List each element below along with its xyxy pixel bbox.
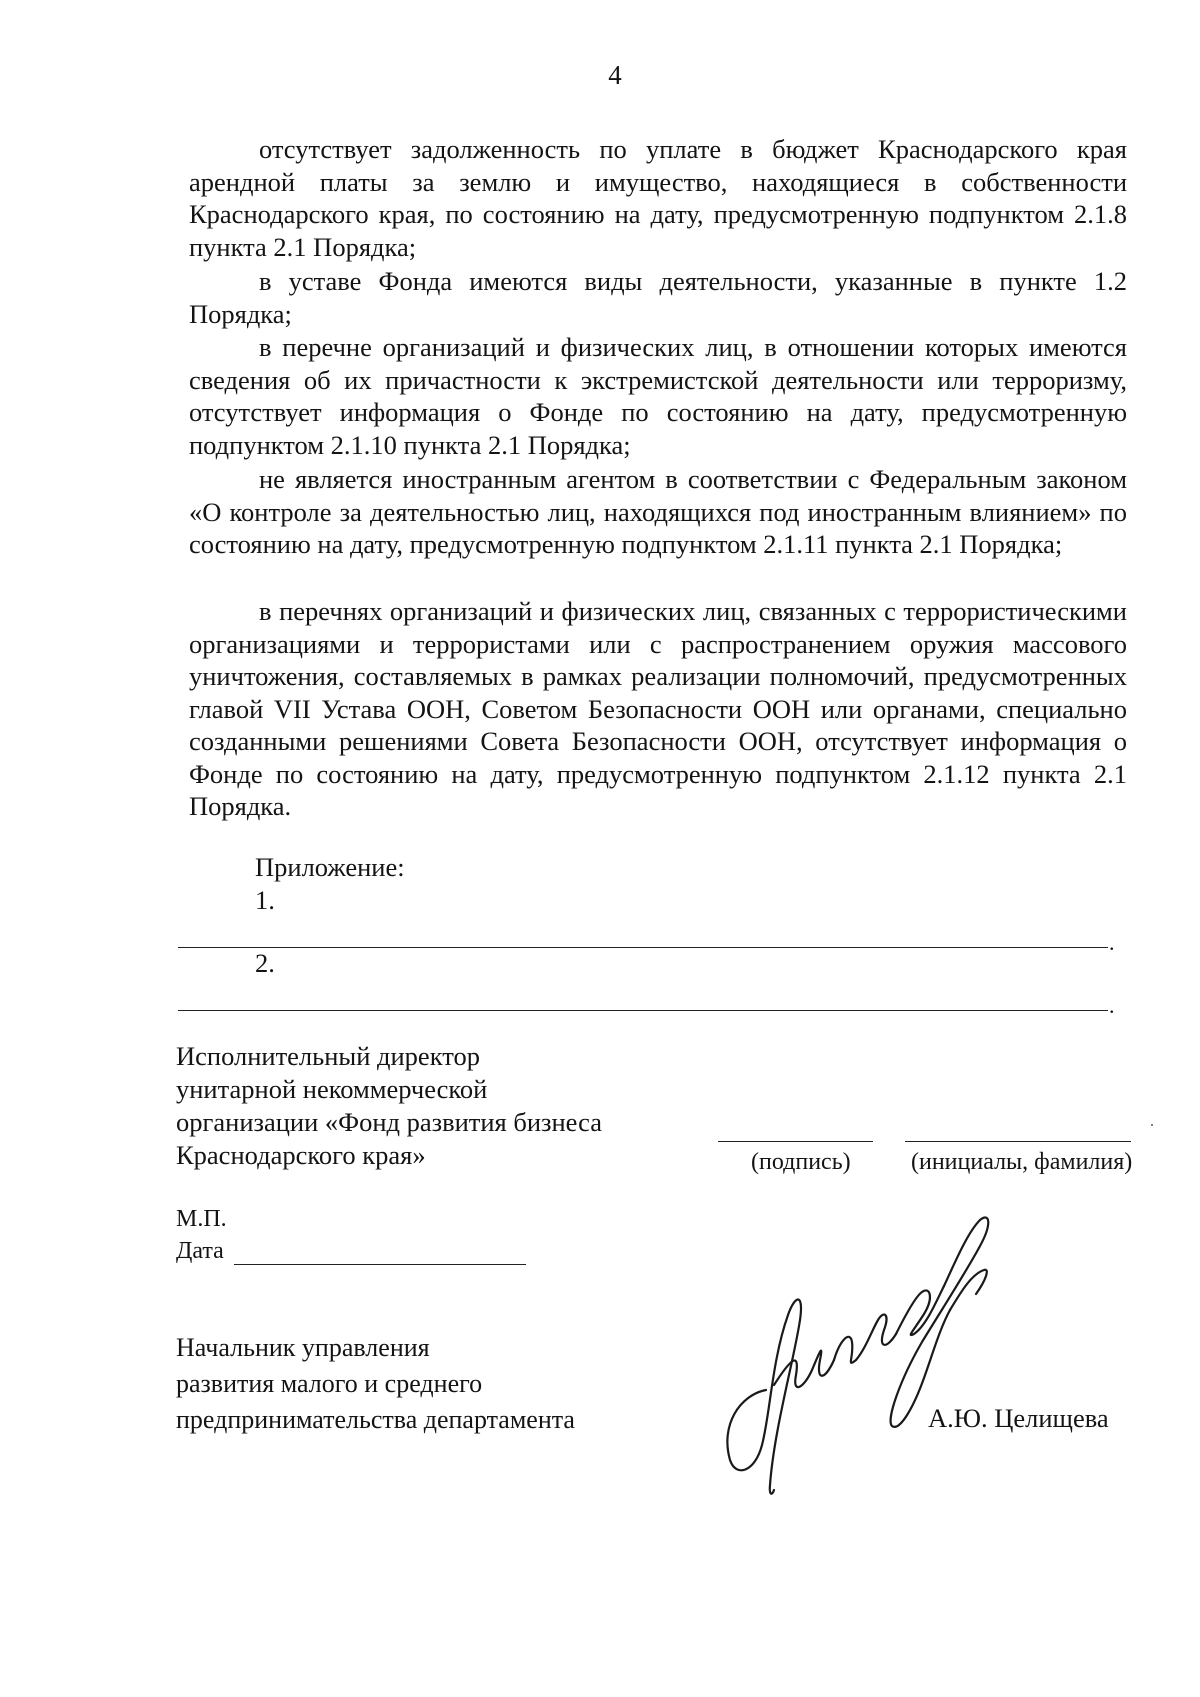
signer-name: А.Ю. Целищева bbox=[928, 1403, 1109, 1433]
paragraph-extremism-list: в перечне организаций и физических лиц, в отношении которых имеются сведения об их причастности к экстремистской деятельности или терроризму, отсутствует информация о Фонде по состоянию на дату, предусмотренную подпунктом 2.1.10 пункта 2.1 Порядка; bbox=[189, 332, 1127, 460]
head-title-line-3: предпринимательства департамента bbox=[176, 1405, 575, 1434]
paragraph-foreign-agent: не является иностранным агентом в соответствии с Федеральным законом «О контроле за деятельностью лиц, находящихся под иностранным влиянием» по состоянию на дату, предусмотренную подпунктом 2.1.11 пункта 2.1 Порядка; bbox=[189, 464, 1127, 559]
appendix-item-2-dot: . bbox=[1109, 993, 1115, 1018]
appendix-item-2-line bbox=[178, 1010, 1108, 1011]
director-signature-line bbox=[718, 1141, 873, 1142]
appendix-item-1-dot: . bbox=[1109, 930, 1115, 955]
handwritten-signature bbox=[700, 1210, 1080, 1500]
paragraph-un-lists: в перечнях организаций и физических лиц, связанных с террористическими организациями и террористами или с распространением оружия массового уничтожения, составляемых в рамках реализации полномочий, предусмотренных главой VII Устава ООН, Советом Безопасности ООН или органами, специально созданными решениями Совета Безопасности ООН, отсутствует информация о Фонде по состоянию на дату, предусмотренную подпунктом 2.1.12 пункта 2.1 Порядка. bbox=[189, 596, 1127, 821]
head-of-department-title bbox=[176, 1330, 575, 1438]
signature-caption: (подпись) bbox=[751, 1149, 851, 1175]
appendix-item-1-number: 1. bbox=[255, 885, 275, 915]
director-name-line bbox=[905, 1141, 1131, 1142]
page-number: 4 bbox=[608, 60, 622, 90]
director-title-line-4: Краснодарского края» bbox=[176, 1140, 426, 1170]
date-line bbox=[234, 1264, 526, 1265]
head-title-line-2: развития малого и среднего bbox=[176, 1369, 483, 1398]
paragraph-debt-absence: отсутствует задолженность по уплате в бюджет Краснодарского края арендной платы за землю и имущество, находящиеся в собственности Краснодарского края, по состоянию на дату, предусмотренную подпунктом 2.1.8 пункта 2.1 Порядка; bbox=[189, 134, 1127, 262]
director-title bbox=[176, 1040, 602, 1172]
name-caption: (инициалы, фамилия) bbox=[911, 1149, 1133, 1175]
director-title-line-3: организации «Фонд развития бизнеса bbox=[176, 1107, 602, 1137]
head-title-line-1: Начальник управления bbox=[176, 1333, 430, 1362]
date-label: Дата bbox=[176, 1238, 224, 1264]
director-title-line-1: Исполнительный директор bbox=[176, 1041, 480, 1071]
scan-speck bbox=[1151, 1124, 1153, 1126]
appendix-item-2-number: 2. bbox=[255, 948, 275, 978]
director-title-line-2: унитарной некоммерческой bbox=[176, 1074, 488, 1104]
appendix-title: Приложение: bbox=[255, 852, 405, 882]
stamp-place-label: М.П. bbox=[176, 1206, 227, 1232]
appendix-item-1-line bbox=[178, 947, 1108, 948]
paragraph-charter-activities: в уставе Фонда имеются виды деятельности, указанные в пункте 1.2 Порядка; bbox=[189, 266, 1127, 329]
